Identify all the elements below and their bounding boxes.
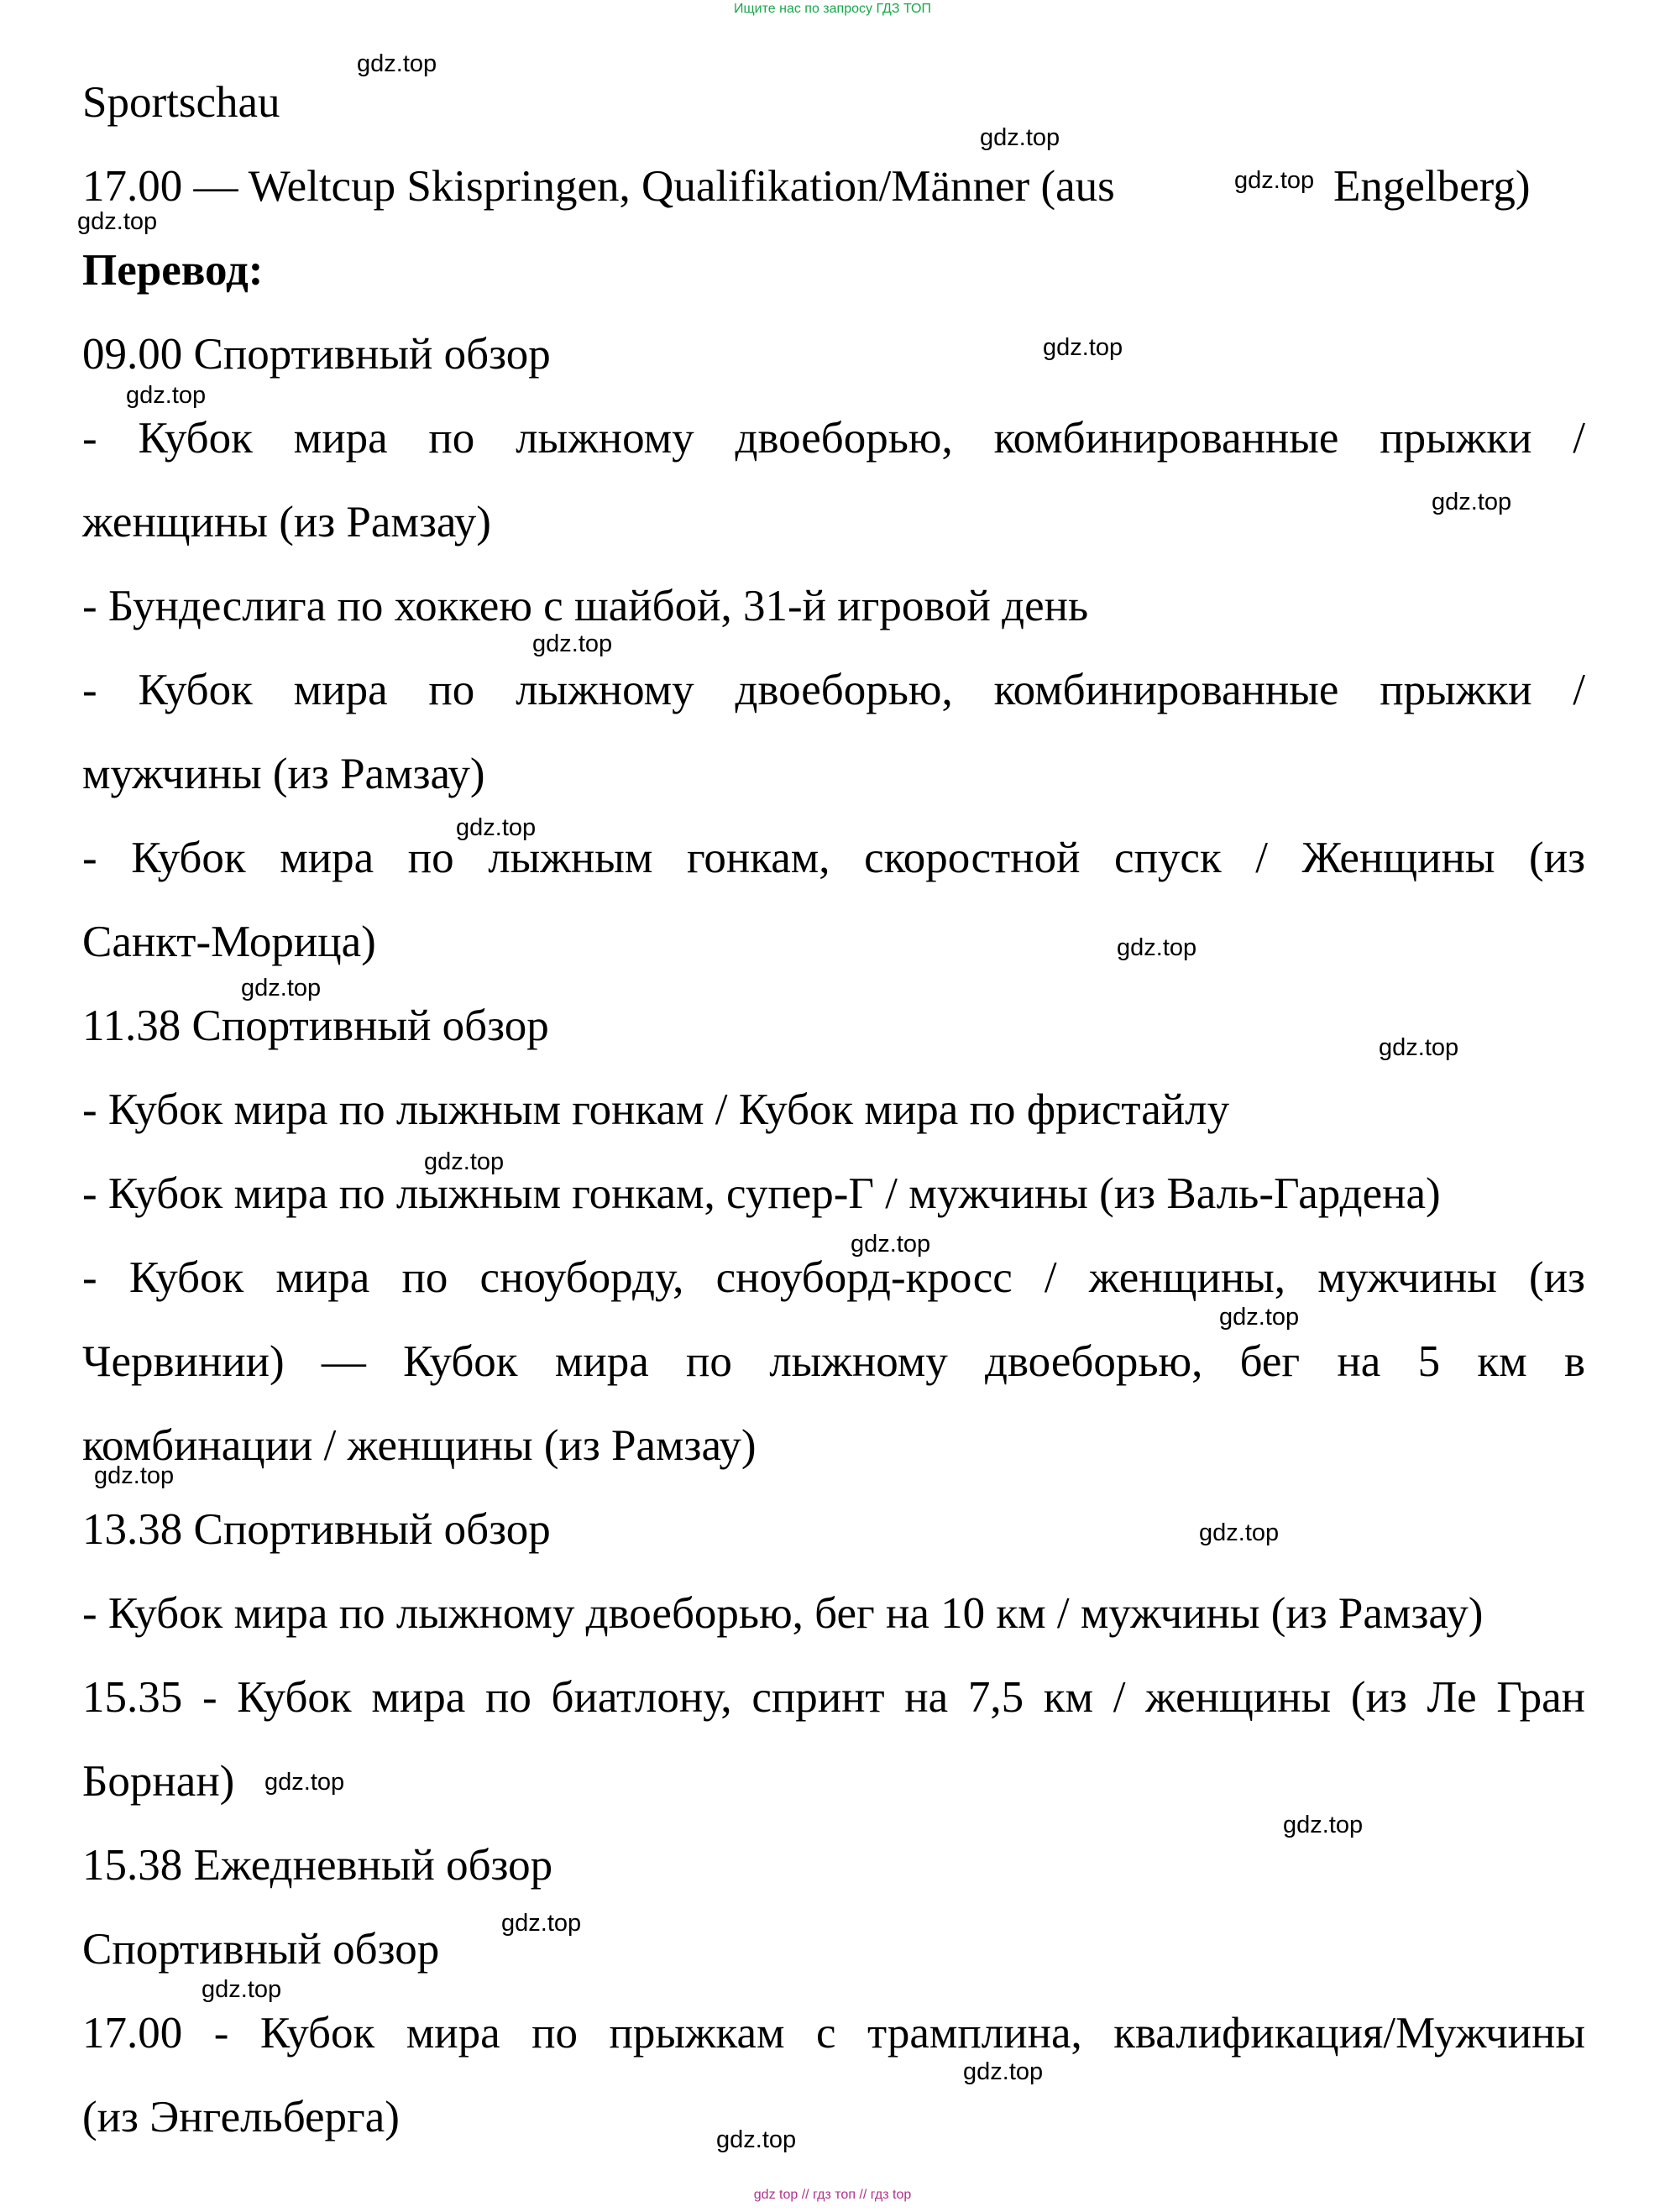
watermark: gdz.top (851, 1231, 931, 1258)
watermark: gdz.top (1379, 1034, 1459, 1061)
watermark: gdz.top (532, 630, 613, 657)
text-line: 17.00 - Кубок мира по прыжкам с трамплина, квалификация/Мужчины (82, 2009, 1585, 2058)
text-line: - Кубок мира по лыжному двоеборью, бег на 10 км / мужчины (из Рамзау) (82, 1589, 1484, 1638)
text-line: Engelberg) (1333, 162, 1531, 211)
text-line: 15.35 - Кубок мира по биатлону, спринт на 7,5 км / женщины (из Ле Гран (82, 1673, 1585, 1722)
watermark: gdz.top (963, 2058, 1044, 2085)
watermark: gdz.top (501, 1910, 582, 1937)
watermark: gdz.top (1117, 934, 1197, 961)
text-line: Санкт-Морица) (82, 918, 376, 966)
text-line: мужчины (из Рамзау) (82, 750, 485, 798)
watermark: gdz.top (77, 208, 158, 235)
watermark: gdz.top (202, 1976, 282, 2003)
section-heading: Перевод: (82, 246, 264, 295)
watermark: gdz.top (1199, 1519, 1280, 1546)
text-line: Спортивный обзор (82, 1925, 440, 1974)
text-line: - Кубок мира по лыжным гонкам, скоростной спуск / Женщины (из (82, 834, 1585, 882)
text-line: 11.38 Спортивный обзор (82, 1001, 549, 1050)
text-line: - Бундеслига по хоккею с шайбой, 31-й игровой день (82, 582, 1089, 630)
bottom-banner: gdz top // гдз топ // гдз top (753, 2188, 912, 2202)
watermark: gdz.top (264, 1769, 345, 1796)
text-line: Червинии) — Кубок мира по лыжному двоеборью, бег на 5 км в (82, 1337, 1585, 1386)
watermark: gdz.top (1219, 1304, 1300, 1331)
watermark: gdz.top (424, 1148, 505, 1175)
text-line: - Кубок мира по лыжным гонкам / Кубок мира по фристайлу (82, 1085, 1230, 1134)
text-line: 09.00 Спортивный обзор (82, 330, 551, 379)
watermark: gdz.top (1432, 489, 1512, 515)
text-line: Sportschau (82, 78, 280, 127)
text-line: Борнан) (82, 1757, 235, 1806)
watermark: gdz.top (1283, 1812, 1364, 1838)
watermark: gdz.top (357, 50, 437, 77)
watermark: gdz.top (126, 382, 207, 409)
text-line: 17.00 — Weltcup Skispringen, Qualifikation/Männer (aus (82, 162, 1115, 211)
text-line: (из Энгельберга) (82, 2093, 400, 2141)
top-banner: Ищите нас по запросу ГДЗ ТОП (734, 2, 931, 16)
text-line: комбинации / женщины (из Рамзау) (82, 1421, 757, 1470)
text-line: 13.38 Спортивный обзор (82, 1505, 551, 1554)
watermark: gdz.top (980, 124, 1060, 151)
text-line: - Кубок мира по лыжному двоеборью, комбинированные прыжки / (82, 666, 1585, 714)
text-line: - Кубок мира по лыжным гонкам, супер-Г / мужчины (из Валь-Гардена) (82, 1169, 1441, 1218)
text-line: - Кубок мира по сноуборду, сноуборд-кросс / женщины, мужчины (из (82, 1253, 1585, 1302)
watermark: gdz.top (456, 814, 537, 841)
watermark: gdz.top (94, 1462, 175, 1489)
text-line: 15.38 Ежедневный обзор (82, 1841, 553, 1890)
text-line: - Кубок мира по лыжному двоеборью, комбинированные прыжки / (82, 414, 1585, 463)
watermark: gdz.top (1234, 167, 1315, 194)
watermark: gdz.top (716, 2126, 797, 2153)
text-line: женщины (из Рамзау) (82, 498, 491, 546)
watermark: gdz.top (1043, 334, 1123, 361)
watermark: gdz.top (241, 975, 322, 1001)
